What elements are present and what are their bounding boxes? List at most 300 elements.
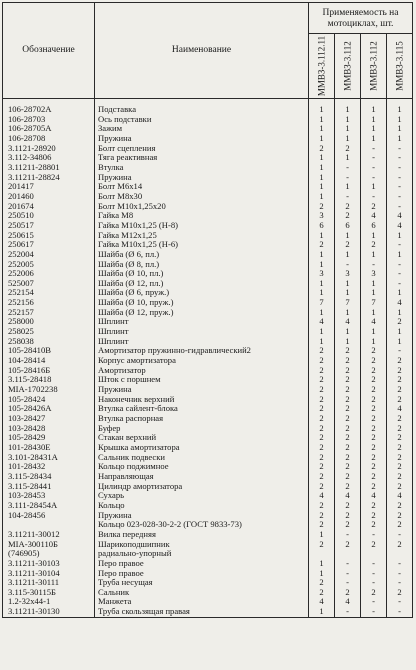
quantity-model-4: - [387, 163, 413, 173]
table-row [3, 395, 413, 405]
model-header-3: ММВЗ-3.112 [361, 34, 387, 99]
part-name-line: Болт М8х30 [98, 191, 143, 201]
quantity-model-4: 2 [387, 520, 413, 530]
quantity-model-3: 2 [361, 366, 387, 376]
quantity-model-3: 2 [361, 433, 387, 443]
table-row [3, 308, 413, 318]
part-name [95, 134, 309, 144]
quantity-model-1: 3 [309, 211, 335, 221]
quantity-model-3: - [361, 144, 387, 154]
table-row [3, 134, 413, 144]
table-row [3, 192, 413, 202]
part-name-line: Кольцо 023-028-30-2-2 (ГОСТ 9833-73) [98, 520, 242, 530]
quantity-model-4: 2 [387, 366, 413, 376]
quantity-model-3: - [361, 530, 387, 540]
part-code: 201417 [3, 182, 95, 192]
part-name [95, 569, 309, 579]
table-row [3, 211, 413, 221]
quantity-model-3: 1 [361, 279, 387, 289]
part-name-line: Шплинт [98, 317, 129, 327]
quantity-model-3: 2 [361, 540, 387, 550]
part-code: (746905) [3, 549, 95, 559]
model-header-1: ММВЗ-3.112.11 [309, 34, 335, 99]
part-name-line: Ось подставки [98, 114, 152, 124]
part-name [95, 269, 309, 279]
quantity-model-4: 1 [387, 124, 413, 134]
quantity-model-2: 2 [335, 501, 361, 511]
quantity-model-1: 2 [309, 453, 335, 463]
quantity-model-2: 2 [335, 414, 361, 424]
part-name [95, 559, 309, 569]
quantity-model-4: 2 [387, 482, 413, 492]
quantity-model-2: - [335, 607, 361, 617]
table-row [3, 144, 413, 154]
part-name-line: радиально-упорный [98, 549, 172, 559]
part-name-line: Труба скользящая правая [98, 607, 190, 617]
part-name-line: Пружина [98, 133, 132, 143]
quantity-model-2: - [335, 578, 361, 588]
quantity-model-3: - [361, 153, 387, 163]
table-row [3, 404, 413, 414]
quantity-model-3: 1 [361, 250, 387, 260]
table-row [3, 279, 413, 289]
quantity-model-3: 4 [361, 211, 387, 221]
part-code: 3.11211-30012 [3, 530, 95, 540]
name-column-header: Наименование [95, 3, 309, 99]
part-name [95, 356, 309, 366]
code-column-header: Обозначение [3, 3, 95, 99]
quantity-model-3: - [361, 192, 387, 202]
part-name [95, 144, 309, 154]
quantity-model-2: 2 [335, 482, 361, 492]
table-row [3, 288, 413, 298]
part-code: 104-28456 [3, 511, 95, 521]
quantity-model-3: 2 [361, 443, 387, 453]
part-code: 3.11211-30104 [3, 569, 95, 579]
quantity-model-1: 2 [309, 472, 335, 482]
quantity-model-4: 1 [387, 337, 413, 347]
part-code: 106-28702А [3, 99, 95, 115]
part-code: 103-28427 [3, 414, 95, 424]
table-row [3, 182, 413, 192]
quantity-model-3: 1 [361, 134, 387, 144]
part-name [95, 124, 309, 134]
part-code: МІА-300110Б [3, 540, 95, 550]
part-name-line: Гайка М10х1,25 (Н-6) [98, 240, 178, 250]
part-code: 3.11211-28801 [3, 163, 95, 173]
table-row [3, 433, 413, 443]
quantity-model-3: 2 [361, 588, 387, 598]
quantity-model-4: - [387, 260, 413, 270]
quantity-model-3: - [361, 163, 387, 173]
quantity-model-1: 2 [309, 375, 335, 385]
part-name [95, 192, 309, 202]
quantity-model-1: 1 [309, 231, 335, 241]
quantity-model-4: 1 [387, 288, 413, 298]
quantity-model-1: 2 [309, 501, 335, 511]
table-row [3, 115, 413, 125]
quantity-model-1: 2 [309, 588, 335, 598]
quantity-model-4: 2 [387, 433, 413, 443]
quantity-model-4: - [387, 269, 413, 279]
quantity-model-2: 2 [335, 433, 361, 443]
part-code: 105-28416Б [3, 366, 95, 376]
part-code: 3.1121-28920 [3, 144, 95, 154]
quantity-model-2: 2 [335, 346, 361, 356]
part-name [95, 375, 309, 385]
quantity-model-1: 2 [309, 433, 335, 443]
part-name [95, 501, 309, 511]
quantity-model-3: 7 [361, 298, 387, 308]
quantity-model-1: 4 [309, 597, 335, 607]
quantity-model-1: 2 [309, 366, 335, 376]
part-code: 104-28414 [3, 356, 95, 366]
quantity-model-4: 2 [387, 511, 413, 521]
quantity-model-4: - [387, 279, 413, 289]
quantity-model-1: 1 [309, 124, 335, 134]
part-name-line: Шток с поршнем [98, 375, 161, 385]
table-row [3, 491, 413, 501]
table-row [3, 520, 413, 530]
quantity-model-2: 1 [335, 288, 361, 298]
parts-table [2, 2, 413, 618]
quantity-model-4: - [387, 192, 413, 202]
part-code: 3.11211-30103 [3, 559, 95, 569]
quantity-model-2: 2 [335, 404, 361, 414]
quantity-model-2: 6 [335, 221, 361, 231]
quantity-model-1: 1 [309, 260, 335, 270]
part-code: 252157 [3, 308, 95, 318]
table-row [3, 240, 413, 250]
model-header-2: ММВЗ-3.112 [335, 34, 361, 99]
quantity-model-3: 2 [361, 511, 387, 521]
quantity-model-4: 1 [387, 327, 413, 337]
part-code: 258038 [3, 337, 95, 347]
table-row [3, 482, 413, 492]
table-row [3, 317, 413, 327]
part-name-line: Подставка [98, 104, 137, 114]
quantity-model-3: 1 [361, 327, 387, 337]
part-code: 101-28430Е [3, 443, 95, 453]
quantity-model-2: 2 [335, 240, 361, 250]
quantity-model-2: - [335, 173, 361, 183]
part-name-line: Болт М10х1,25х20 [98, 201, 166, 211]
quantity-model-4: 4 [387, 491, 413, 501]
quantity-model-4: - [387, 182, 413, 192]
quantity-model-1: 1 [309, 530, 335, 540]
quantity-model-4: - [387, 346, 413, 356]
quantity-model-2: 1 [335, 99, 361, 115]
quantity-model-2: - [335, 163, 361, 173]
quantity-model-4: 2 [387, 395, 413, 405]
part-code: 252154 [3, 288, 95, 298]
quantity-model-3: 2 [361, 202, 387, 212]
part-name-line: Перо правое [98, 558, 144, 568]
table-row [3, 202, 413, 212]
quantity-model-2: 2 [335, 520, 361, 530]
table-row [3, 540, 413, 550]
table-row [3, 511, 413, 521]
part-name [95, 279, 309, 289]
part-name-line: Корпус амортизатора [98, 356, 176, 366]
table-row [3, 163, 413, 173]
quantity-model-3: 2 [361, 501, 387, 511]
quantity-model-3: 2 [361, 240, 387, 250]
quantity-model-3: 3 [361, 269, 387, 279]
quantity-model-3: 2 [361, 385, 387, 395]
quantity-model-1: 2 [309, 395, 335, 405]
quantity-model-1: 1 [309, 559, 335, 569]
table-row [3, 472, 413, 482]
quantity-model-4: 2 [387, 501, 413, 511]
quantity-model-3: 2 [361, 520, 387, 530]
quantity-model-3: 1 [361, 288, 387, 298]
quantity-model-3: 2 [361, 346, 387, 356]
quantity-model-2: 1 [335, 337, 361, 347]
quantity-model-3: 4 [361, 317, 387, 327]
part-name [95, 597, 309, 607]
quantity-model-4: 4 [387, 221, 413, 231]
quantity-model-1: 1 [309, 607, 335, 617]
quantity-model-4: - [387, 144, 413, 154]
quantity-model-4: 1 [387, 231, 413, 241]
part-name-line: Кольцо [98, 500, 125, 510]
quantity-model-3: - [361, 260, 387, 270]
quantity-model-1: 1 [309, 153, 335, 163]
quantity-model-4: 2 [387, 414, 413, 424]
quantity-model-2: 1 [335, 231, 361, 241]
parts-table-body [3, 99, 413, 618]
quantity-model-1: 2 [309, 414, 335, 424]
table-row [3, 530, 413, 540]
part-code: 258025 [3, 327, 95, 337]
part-name-line: Шплинт [98, 336, 129, 346]
quantity-model-4: 2 [387, 472, 413, 482]
quantity-model-1: 4 [309, 317, 335, 327]
part-code: 525007 [3, 279, 95, 289]
quantity-model-4: 2 [387, 356, 413, 366]
part-code: 103-28453 [3, 491, 95, 501]
part-name [95, 163, 309, 173]
quantity-model-1: 2 [309, 385, 335, 395]
quantity-model-4: 1 [387, 134, 413, 144]
quantity-model-1: 1 [309, 308, 335, 318]
part-name [95, 520, 309, 530]
table-row [3, 231, 413, 241]
part-name [95, 395, 309, 405]
part-name [95, 260, 309, 270]
quantity-model-1: 3 [309, 269, 335, 279]
quantity-model-3: 2 [361, 482, 387, 492]
part-name-line: Зажим [98, 124, 123, 134]
part-code: 105-28410В [3, 346, 95, 356]
part-code [3, 520, 95, 530]
quantity-model-1: 2 [309, 356, 335, 366]
quantity-model-2: - [335, 530, 361, 540]
part-name [95, 308, 309, 318]
part-name [95, 491, 309, 501]
part-name [95, 211, 309, 221]
quantity-model-2: 1 [335, 279, 361, 289]
table-row [3, 356, 413, 366]
quantity-model-2: 3 [335, 269, 361, 279]
part-code: 105-28424 [3, 395, 95, 405]
table-row [3, 173, 413, 183]
quantity-model-4: - [387, 530, 413, 540]
quantity-model-2: 2 [335, 356, 361, 366]
table-row [3, 597, 413, 607]
quantity-model-1: 1 [309, 134, 335, 144]
part-code: 250615 [3, 231, 95, 241]
part-name-line: Кольцо поджимное [98, 462, 169, 472]
part-code: 3.115-28441 [3, 482, 95, 492]
table-row [3, 124, 413, 134]
quantity-model-3: 2 [361, 472, 387, 482]
quantity-model-3: 1 [361, 115, 387, 125]
part-name [95, 540, 309, 550]
part-name-line: Направляющая [98, 471, 154, 481]
part-name-line: Шплинт [98, 327, 129, 337]
quantity-model-2: 2 [335, 453, 361, 463]
quantity-model-1: 2 [309, 202, 335, 212]
part-code: 3.115-28434 [3, 472, 95, 482]
part-name-line: Крышка амортизатора [98, 442, 180, 452]
part-name [95, 462, 309, 472]
part-name-line: Шайба (Ø 8, пл.) [98, 259, 160, 269]
part-code: 201674 [3, 202, 95, 212]
quantity-model-1: 1 [309, 279, 335, 289]
quantity-model-2: 2 [335, 144, 361, 154]
quantity-model-2: 7 [335, 298, 361, 308]
quantity-model-1: 2 [309, 462, 335, 472]
table-row [3, 559, 413, 569]
quantity-model-2: 1 [335, 115, 361, 125]
quantity-model-1: 2 [309, 482, 335, 492]
part-name [95, 549, 309, 559]
quantity-model-1: 2 [309, 144, 335, 154]
quantity-model-3: 2 [361, 414, 387, 424]
part-code: 3.115-28418 [3, 375, 95, 385]
quantity-model-3: - [361, 597, 387, 607]
quantity-model-4: 2 [387, 453, 413, 463]
part-code: 3.11211-28824 [3, 173, 95, 183]
part-code: 101-28432 [3, 462, 95, 472]
part-name-line: Перо правое [98, 568, 144, 578]
quantity-model-4: - [387, 240, 413, 250]
part-name-line: Сальник [98, 587, 130, 597]
part-name [95, 414, 309, 424]
table-row [3, 607, 413, 617]
part-code: 3.11211-30130 [3, 607, 95, 617]
quantity-model-1: 2 [309, 240, 335, 250]
quantity-model-2: 2 [335, 540, 361, 550]
quantity-model-2: 1 [335, 134, 361, 144]
quantity-model-2: 1 [335, 250, 361, 260]
part-name [95, 346, 309, 356]
quantity-model-2: 2 [335, 366, 361, 376]
quantity-model-4: 4 [387, 404, 413, 414]
quantity-model-1: 1 [309, 115, 335, 125]
table-row [3, 578, 413, 588]
quantity-model-2: 1 [335, 124, 361, 134]
quantity-model-3: - [361, 578, 387, 588]
part-name-line: Наконечник верхний [98, 394, 175, 404]
part-name-line: Втулка [98, 162, 124, 172]
table-row [3, 221, 413, 231]
quantity-model-1: 1 [309, 288, 335, 298]
quantity-model-1: 7 [309, 298, 335, 308]
quantity-model-1: 6 [309, 221, 335, 231]
quantity-model-4: 4 [387, 298, 413, 308]
quantity-model-4: - [387, 569, 413, 579]
part-name-line: Втулка сайлент-блока [98, 404, 178, 414]
part-code: 252156 [3, 298, 95, 308]
part-name-line: Шайба (Ø 10, пруж.) [98, 298, 174, 308]
quantity-model-2: - [335, 260, 361, 270]
part-name-line: Цилиндр амортизатора [98, 481, 183, 491]
quantity-model-3: 2 [361, 453, 387, 463]
part-name [95, 317, 309, 327]
quantity-model-4: 2 [387, 462, 413, 472]
part-code: 3.112-34806 [3, 153, 95, 163]
quantity-model-4: 2 [387, 385, 413, 395]
quantity-model-2: 2 [335, 472, 361, 482]
table-row [3, 250, 413, 260]
quantity-model-4 [387, 549, 413, 559]
quantity-model-3: 6 [361, 221, 387, 231]
part-name-line: Стакан верхний [98, 433, 157, 443]
quantity-model-2: 1 [335, 153, 361, 163]
table-row [3, 462, 413, 472]
part-name [95, 385, 309, 395]
part-code: 258000 [3, 317, 95, 327]
quantity-model-4: 2 [387, 375, 413, 385]
quantity-model-3: 1 [361, 99, 387, 115]
quantity-model-4: - [387, 202, 413, 212]
part-name [95, 288, 309, 298]
part-code: 250517 [3, 221, 95, 231]
quantity-model-4: 1 [387, 99, 413, 115]
part-name [95, 298, 309, 308]
quantity-model-4: 2 [387, 588, 413, 598]
part-name [95, 511, 309, 521]
part-code: 252005 [3, 260, 95, 270]
table-row [3, 366, 413, 376]
table-row [3, 549, 413, 559]
quantity-model-2: - [335, 569, 361, 579]
quantity-model-4: 1 [387, 308, 413, 318]
part-name-line: Шайба (Ø 6, пл.) [98, 249, 160, 259]
quantity-model-4: 1 [387, 250, 413, 260]
table-row [3, 569, 413, 579]
quantity-model-2: 1 [335, 327, 361, 337]
quantity-model-1: 2 [309, 424, 335, 434]
part-code: 3.11211-30111 [3, 578, 95, 588]
part-name-line: Амортизатор [98, 365, 146, 375]
quantity-model-1: 2 [309, 346, 335, 356]
quantity-model-2: 2 [335, 443, 361, 453]
part-name [95, 530, 309, 540]
part-name [95, 327, 309, 337]
quantity-model-4: 2 [387, 443, 413, 453]
part-name-line: Вилка передняя [98, 529, 156, 539]
quantity-model-2: 4 [335, 491, 361, 501]
part-code: 1.2-32х44-1 [3, 597, 95, 607]
table-row [3, 501, 413, 511]
quantity-model-3: - [361, 559, 387, 569]
part-name-line: Втулка распорная [98, 414, 164, 423]
quantity-model-2: - [335, 559, 361, 569]
